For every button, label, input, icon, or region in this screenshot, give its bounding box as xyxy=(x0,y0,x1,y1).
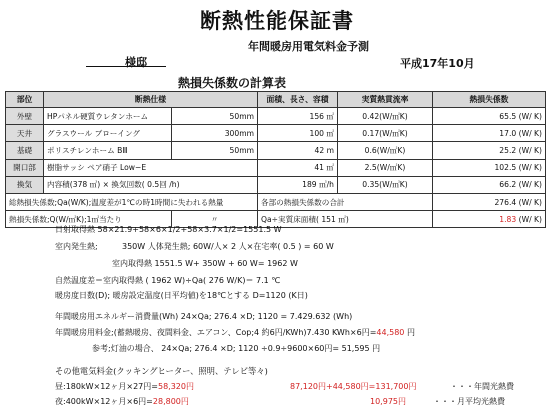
q-value-cell xyxy=(433,211,546,228)
monthly-average: 10,975円 xyxy=(370,397,406,406)
row-spec: ポリスチレンホーム BⅢ xyxy=(44,142,172,159)
row-amount: 156 ㎡ xyxy=(258,108,338,125)
header-amount: 面積、長さ、容積 xyxy=(258,92,338,108)
table-row xyxy=(6,142,546,159)
row-loss: 102.5 (W/ K) xyxy=(433,159,546,176)
row-spec: グラスウール ブローイング xyxy=(44,125,172,142)
heating-degree-days: 暖房度日数(D); 暖房設定温度(日平均値)を18℃とする D=1120 (K日) xyxy=(55,291,308,300)
sunlight-gain: 日射取得熱 58×21.9+58×6×1/2+58×3.7×1/2=1551.5 W xyxy=(55,225,282,234)
annual-total-note: ・・・年間光熱費 xyxy=(450,382,514,391)
row-thickness: 50mm xyxy=(172,142,258,159)
annual-fee-value: 44,580 xyxy=(376,328,405,337)
table-row xyxy=(6,176,546,193)
q-formula: Qa÷実質床面積( 151 ㎡) xyxy=(258,211,433,228)
row-rate: 0.42(W/㎡K) xyxy=(338,108,433,125)
q-unit: (W/ K) xyxy=(518,214,542,224)
total-label: 総熱損失係数;Qa(W/K);温度差が1℃の時1時間に失われる熱量 xyxy=(6,193,258,210)
issue-date: 平成17年10月 xyxy=(400,57,475,70)
day-fee-value: 58,320円 xyxy=(157,382,194,391)
q-value: 1.83 xyxy=(499,214,517,224)
q-label: 熱損失係数;Q(W/㎡K);1㎡当たり xyxy=(6,211,172,228)
row-rate: 0.17(W/㎡K) xyxy=(338,125,433,142)
row-rate: 0.6(W/㎡K) xyxy=(338,142,433,159)
total-label-sum: 各部の熱損失係数の合計 xyxy=(258,193,433,210)
indoor-gain: 室内取得熱 1551.5 W+ 350W + 60 W= 1962 W xyxy=(112,259,298,268)
night-fee-prefix: 夜:400kW×12ヶ月×6円= xyxy=(55,397,153,406)
row-rate: 2.5(W/㎡K) xyxy=(338,159,433,176)
row-spec: 樹脂サッシ ペア硝子 Low−E xyxy=(44,159,258,176)
day-fee xyxy=(55,381,194,392)
internal-gain-label: 室内発生熱; xyxy=(55,242,98,251)
row-amount: 41 ㎡ xyxy=(258,159,338,176)
row-rate: 0.35(W/㎥K) xyxy=(338,176,433,193)
row-amount: 100 ㎡ xyxy=(258,125,338,142)
row-loss: 17.0 (W/ K) xyxy=(433,125,546,142)
other-fee-title: その他電気料金(クッキングヒーター、照明、テレビ等々) xyxy=(55,366,268,376)
document-title: 断熱性能保証書 xyxy=(200,9,354,33)
monthly-average-note: ・・・月平均光熱費 xyxy=(433,397,505,406)
total-value: 276.4 (W/ K) xyxy=(433,193,546,210)
owner-suffix: 様邸 xyxy=(125,56,147,69)
row-amount: 42 m xyxy=(258,142,338,159)
heat-loss-table xyxy=(5,91,546,228)
annual-fee-suffix: 円 xyxy=(404,328,415,337)
row-part: 外壁 xyxy=(6,108,44,125)
night-fee-value: 28,800円 xyxy=(152,397,189,406)
annual-fee-prefix: 年間暖房用料金;(蓄熱暖房、夜間料金、エアコン、Cop;4 約6円/KWh)7.430 KWh×6円= xyxy=(55,328,377,337)
row-loss: 25.2 (W/ K) xyxy=(433,142,546,159)
row-spec: 内容積(378 ㎥) × 換気回数( 0.5回 /h) xyxy=(44,176,258,193)
annual-fee-line xyxy=(55,327,415,338)
annual-total: 87,120円+44,580円=131,700円 xyxy=(290,382,417,391)
row-thickness: 300mm xyxy=(172,125,258,142)
row-part: 換気 xyxy=(6,176,44,193)
table-row xyxy=(6,108,546,125)
table-header-row xyxy=(6,92,546,108)
row-loss: 65.5 (W/ K) xyxy=(433,108,546,125)
row-part: 天井 xyxy=(6,125,44,142)
row-spec: HPパネル硬質ウレタンホーム xyxy=(44,108,172,125)
night-fee xyxy=(55,396,189,407)
table-title: 熱損失係数の計算表 xyxy=(178,76,287,90)
kerosene-reference: 参考;灯油の場合、 24×Qa; 276.4 ×D; 1120 ÷0.9÷9600×60円= 51,595 円 xyxy=(92,344,381,353)
row-part: 開口部 xyxy=(6,159,44,176)
row-part: 基礎 xyxy=(6,142,44,159)
q-ditto-mark: 〃 xyxy=(172,211,258,228)
internal-gain: 350W 人体発生熱; 60W/人× 2 人×在宅率( 0.5 ) = 60 W xyxy=(122,242,334,251)
row-thickness: 50mm xyxy=(172,108,258,125)
document-subtitle: 年間暖房用電気料金予測 xyxy=(248,40,369,53)
day-fee-prefix: 昼:180kW×12ヶ月×27円= xyxy=(55,382,158,391)
table-row xyxy=(6,125,546,142)
header-loss: 熱損失係数 xyxy=(433,92,546,108)
annual-energy: 年間暖房用エネルギー消費量(Wh) 24×Qa; 276.4 ×D; 1120 = 7.429.632 (Wh) xyxy=(55,312,353,321)
header-rate: 実質熱貫流率 xyxy=(338,92,433,108)
header-spec: 断熱仕様 xyxy=(44,92,258,108)
table-row xyxy=(6,159,546,176)
row-amount: 189 ㎥/h xyxy=(258,176,338,193)
header-part: 部位 xyxy=(6,92,44,108)
total-row xyxy=(6,193,546,210)
row-loss: 66.2 (W/ K) xyxy=(433,176,546,193)
natural-temp-diff: 自然温度差＝室内取得熱 ( 1962 W)÷Qa( 276 W/K)＝ 7.1 ℃ xyxy=(55,276,281,285)
